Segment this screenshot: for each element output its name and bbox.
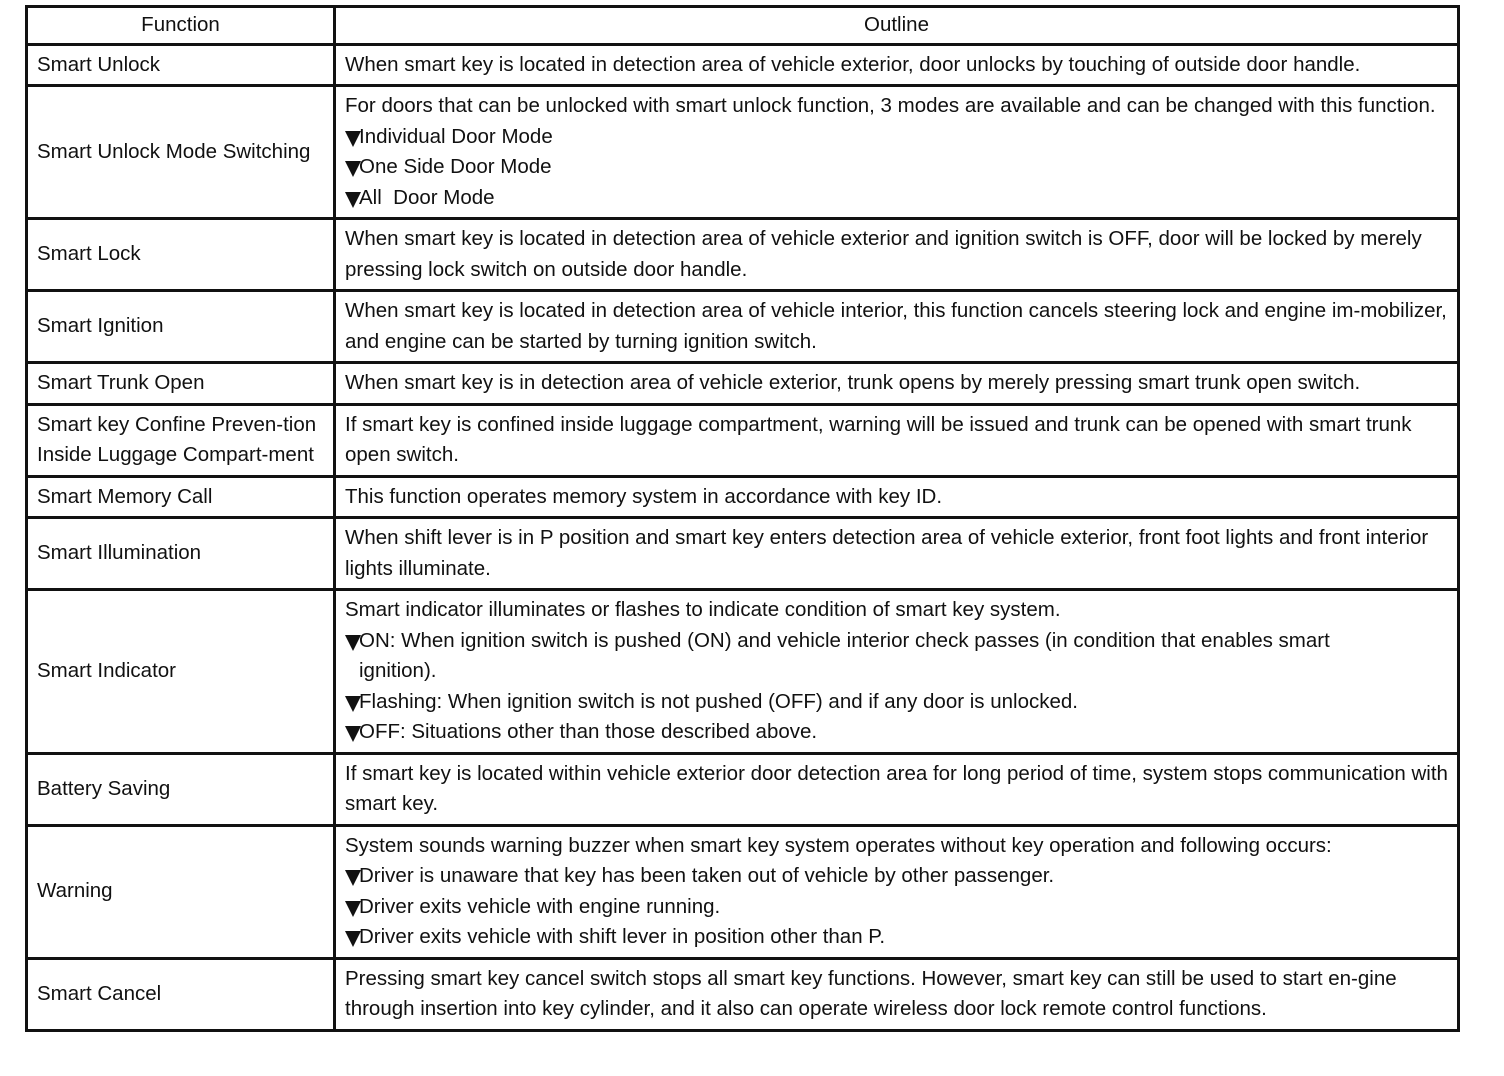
outline-cell — [335, 590, 1459, 754]
bullet-item: OFF: Situations other than those described above. — [345, 717, 1448, 748]
triangle-bullet-icon — [345, 635, 361, 651]
outline-cell — [335, 476, 1459, 518]
bullet-item: Driver exits vehicle with engine running. — [345, 892, 1448, 923]
function-cell: Smart Lock — [27, 219, 335, 291]
function-cell: Smart Cancel — [27, 958, 335, 1030]
bullet-item: ON: When ignition switch is pushed (ON) and vehicle interior check passes (in condition that enables smart — [345, 626, 1448, 657]
triangle-bullet-icon — [345, 131, 361, 147]
outline-cell — [335, 958, 1459, 1030]
table-row — [27, 476, 1459, 518]
outline-text: When smart key is located in detection area of vehicle exterior, door unlocks by touching of outside door handle. — [345, 52, 1361, 76]
outline-cell — [335, 219, 1459, 291]
outline-text: When smart key is located in detection area of vehicle interior, this function cancels steering lock and engine im-mobilizer, and engine can be started by turning ignition switch. — [345, 299, 1447, 353]
outline-text: System sounds warning buzzer when smart key system operates without key operation and following occurs: — [345, 833, 1332, 857]
function-column-header: Function — [27, 7, 335, 45]
bullet-item: Flashing: When ignition switch is not pushed (OFF) and if any door is unlocked. — [345, 687, 1448, 718]
bullet-item: All Door Mode — [345, 183, 1448, 214]
bullet-item: One Side Door Mode — [345, 152, 1448, 183]
outline-text: For doors that can be unlocked with smart unlock function, 3 modes are available and can be changed with this function. — [345, 94, 1436, 117]
function-cell: Smart Trunk Open — [27, 363, 335, 405]
function-cell: Battery Saving — [27, 753, 335, 825]
outline-text: This function operates memory system in accordance with key ID. — [345, 484, 943, 508]
outline-text: If smart key is located within vehicle exterior door detection area for long period of time, system stops communication with smart key. — [345, 761, 1448, 815]
triangle-bullet-icon — [345, 696, 361, 712]
table-row — [27, 219, 1459, 291]
function-cell: Smart Memory Call — [27, 476, 335, 518]
table-row — [27, 958, 1459, 1030]
table-row — [27, 590, 1459, 754]
table-row — [27, 363, 1459, 405]
outline-cell — [335, 753, 1459, 825]
triangle-bullet-icon — [345, 192, 361, 208]
triangle-bullet-icon — [345, 870, 361, 886]
function-cell: Smart Indicator — [27, 590, 335, 754]
table-row — [27, 825, 1459, 958]
triangle-bullet-icon — [345, 931, 361, 947]
function-cell: Smart Unlock Mode Switching — [27, 86, 335, 219]
smart-key-function-table — [25, 5, 1460, 1032]
function-cell: Smart key Confine Preven-tion Inside Luggage Compart-ment — [27, 404, 335, 476]
table-row — [27, 518, 1459, 590]
outline-text: When smart key is located in detection area of vehicle exterior and ignition switch is OFF, door will be locked by merely pressing lock switch on outside door handle. — [345, 227, 1422, 281]
bullet-item: Driver is unaware that key has been taken out of vehicle by other passenger. — [345, 861, 1448, 892]
outline-cell — [335, 44, 1459, 86]
function-cell: Smart Unlock — [27, 44, 335, 86]
bullet-continuation: ignition). — [359, 659, 437, 682]
outline-text: When shift lever is in P position and smart key enters detection area of vehicle exterior, front foot lights and front interior lights illuminate. — [345, 526, 1429, 580]
triangle-bullet-icon — [345, 901, 361, 917]
function-cell: Warning — [27, 825, 335, 958]
triangle-bullet-icon — [345, 726, 361, 742]
outline-text: If smart key is confined inside luggage compartment, warning will be issued and trunk can be opened with smart trunk open switch. — [345, 412, 1412, 466]
table-row — [27, 44, 1459, 86]
table-row — [27, 753, 1459, 825]
function-cell: Smart Illumination — [27, 518, 335, 590]
outline-column-header: Outline — [335, 7, 1459, 45]
outline-text: Smart indicator illuminates or flashes to indicate condition of smart key system. — [345, 598, 1061, 621]
function-cell: Smart Ignition — [27, 291, 335, 363]
triangle-bullet-icon — [345, 161, 361, 177]
table-row — [27, 291, 1459, 363]
bullet-item: Driver exits vehicle with shift lever in position other than P. — [345, 922, 1448, 953]
table-header-row — [27, 7, 1459, 45]
outline-cell — [335, 363, 1459, 405]
outline-text: Pressing smart key cancel switch stops all smart key functions. However, smart key can still be used to start en-gine through insertion into key cylinder, and it also can operate wireless door lock remote control functions. — [345, 966, 1397, 1020]
table-row — [27, 404, 1459, 476]
outline-cell — [335, 291, 1459, 363]
table-row — [27, 86, 1459, 219]
outline-cell — [335, 518, 1459, 590]
bullet-item: Individual Door Mode — [345, 122, 1448, 153]
outline-cell — [335, 404, 1459, 476]
outline-cell — [335, 86, 1459, 219]
outline-cell — [335, 825, 1459, 958]
outline-text: When smart key is in detection area of vehicle exterior, trunk opens by merely pressing smart trunk open switch. — [345, 371, 1361, 394]
